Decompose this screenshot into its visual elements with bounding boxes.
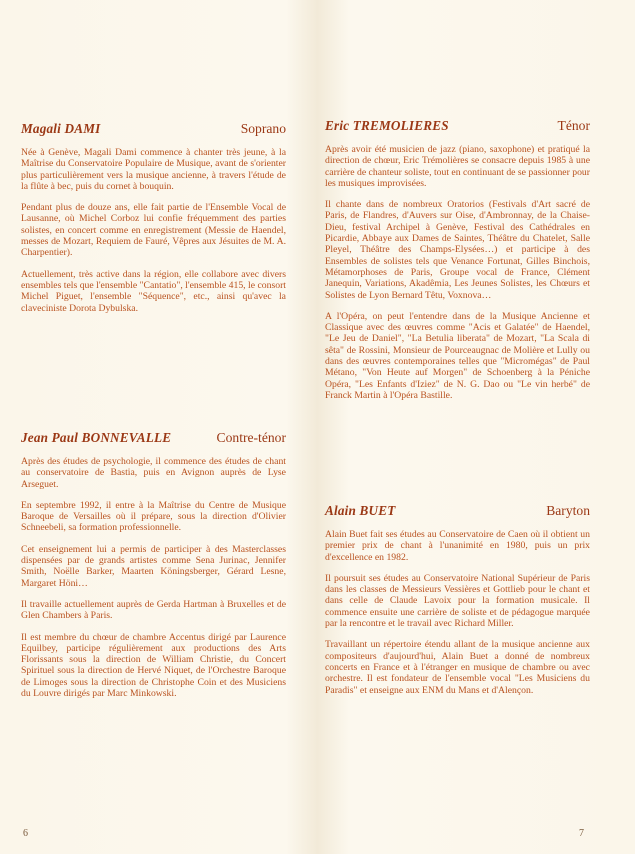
bio-paragraph: Alain Buet fait ses études au Conservatoire de Caen où il obtient un premier prix de chant à l'unanimité en 1980, puis un prix d'excellence en 1982. (325, 529, 590, 563)
bio-header (21, 121, 286, 137)
bio-paragraph: Actuellement, très active dans la région, elle collabore avec divers ensembles tels que l'ensemble "Cantatio", l'ensemble 415, le consort Michel Piguet, l'ensemble "Séquence", etc., ainsi qu'avec la claveciniste Dorota Dybulska. (21, 268, 286, 314)
artist-name: Jean Paul BONNEVALLE (21, 430, 172, 445)
bio-paragraph: Après des études de psychologie, il commence des études de chant au conservatoire de Bastia, puis en Avignon auprès de Lyse Arseguet. (21, 456, 286, 490)
artist-name: Magali DAMI (21, 121, 101, 136)
bio-paragraph: Née à Genève, Magali Dami commence à chanter très jeune, à la Maîtrise du Conservatoire Populaire de Musique, avant de s'orienter plus particulièrement vers la musique ancienne, à travers l'étude de la flûte à bec, puis du cornet à bouquin. (21, 147, 286, 192)
voice-type: Contre-ténor (216, 430, 286, 445)
bio-paragraph: Il travaille actuellement auprès de Gerda Hartman à Bruxelles et de Glen Chambers à Paris. (21, 598, 286, 622)
page-number-right: 7 (579, 828, 584, 839)
bio-eric-tremolieres (325, 118, 590, 411)
bio-paragraph: Pendant plus de douze ans, elle fait partie de l'Ensemble Vocal de Lausanne, où Michel Corboz lui confie fréquemment des parties solistes, en concert comme en enregistrement (Messie de Haendel, messes de Mozart, Requiem de Fauré, Vêpres aux Jésuites de M. A. Charpentier). (21, 202, 286, 259)
bio-paragraph: En septembre 1992, il entre à la Maîtrise du Centre de Musique Baroque de Versailles où il prépare, sous la direction d'Olivier Schneebeli, sa formation professionnelle. (21, 499, 286, 534)
voice-type: Soprano (240, 121, 286, 136)
artist-name: Eric TREMOLIERES (325, 118, 449, 133)
bio-paragraph: Travaillant un répertoire étendu allant de la musique ancienne aux compositeurs d'aujourd'hui, Alain Buet a donné de nombreux concerts en France et à l'étranger en musique de chambre ou avec orchestre. Il est fondateur de l'ensemble vocal "Les Musiciens du Paradis" et enseigne aux ENM du Mans et d'Alençon. (325, 639, 590, 696)
bio-header (325, 118, 590, 134)
page-number-left: 6 (23, 828, 28, 839)
voice-type: Ténor (557, 118, 590, 133)
bio-paragraph: Il est membre du chœur de chambre Accentus dirigé par Laurence Equilbey, participe régulièrement aux productions des Arts Florissants sous la direction de William Christie, du Concert Spirituel sous la direction de Hervé Niquet, de l'Orchestre Baroque de Limoges sous la direction de Christophe Coin et des Musiciens du Louvre dirigés par Marc Minkowski. (21, 631, 286, 700)
bio-header (21, 430, 286, 446)
bio-paragraph: A l'Opéra, on peut l'entendre dans de la Musique Ancienne et Classique avec des œuvres comme "Acis et Galatée" de Haendel, "Le Jeu de Daniel", "La Betulia liberata" de Mozart, "La Scala di sêta" de Rossini, Monsieur de Pourceaugnac de Molière et Lully ou dans des œuvres contemporaines telles que "Micromégas" de Paul Métano, "Von Heute auf Morgen" de Schoenberg à la Péniche Opéra, "Les Enfants d'Iziez" de N. G. Dao ou "Le vin herbé" de Franck Martin à l'Opéra Bastille. (325, 310, 590, 401)
bio-paragraph: Après avoir été musicien de jazz (piano, saxophone) et pratiqué la direction de chœur, Eric Trémolières se consacre depuis 1985 à une carrière de chanteur soliste, tout en continuant de se passionner pour les musiques improvisées. (325, 144, 590, 189)
bio-paragraph: Il chante dans de nombreux Oratorios (Festivals d'Art sacré de Paris, de Flandres, d'Auvers sur Oise, d'Ambronnay, de la Chaise-Dieu, festival Archipel à Genève, Festival des Cathédrales en Picardie, Abbaye aux Dames de Saintes, Théâtre du Chatelet, Salle Pleyel, Théâtre des Champs-Elysées…) et participe à des Ensembles de solistes tels que Venance Fortunat, Gilles Binchois, Métamorphoses de Paris, Groupe vocal de France, Clément Janequin, Variations, Akadêmia, Les Jeunes Solistes, les Chœurs et Solistes de Lyon Bernard Têtu, Voxnova… (325, 199, 590, 301)
voice-type: Baryton (546, 503, 590, 518)
bio-paragraph: Cet enseignement lui a permis de participer à des Masterclasses dispensées par de grands artistes comme Sena Jurinac, Jennifer Smith, Noëlle Barker, Maarten Köningsberger, Gérard Lesne, Margaret Höni… (21, 543, 286, 589)
bio-header (325, 503, 590, 519)
artist-name: Alain BUET (325, 503, 396, 518)
bio-paragraph: Il poursuit ses études au Conservatoire National Supérieur de Paris dans les classes de Messieurs Vessières et Gottlieb pour le chant et dans celle de Claude Lavoix pour la formation musicale. Il commence ensuite une carrière de soliste et de pédagogue marquée par la rencontre et le travail avec Richard Miller. (325, 572, 590, 630)
bio-magali-dami (21, 121, 286, 324)
bio-alain-buet (325, 503, 590, 706)
bio-jean-paul-bonnevalle (21, 430, 286, 709)
